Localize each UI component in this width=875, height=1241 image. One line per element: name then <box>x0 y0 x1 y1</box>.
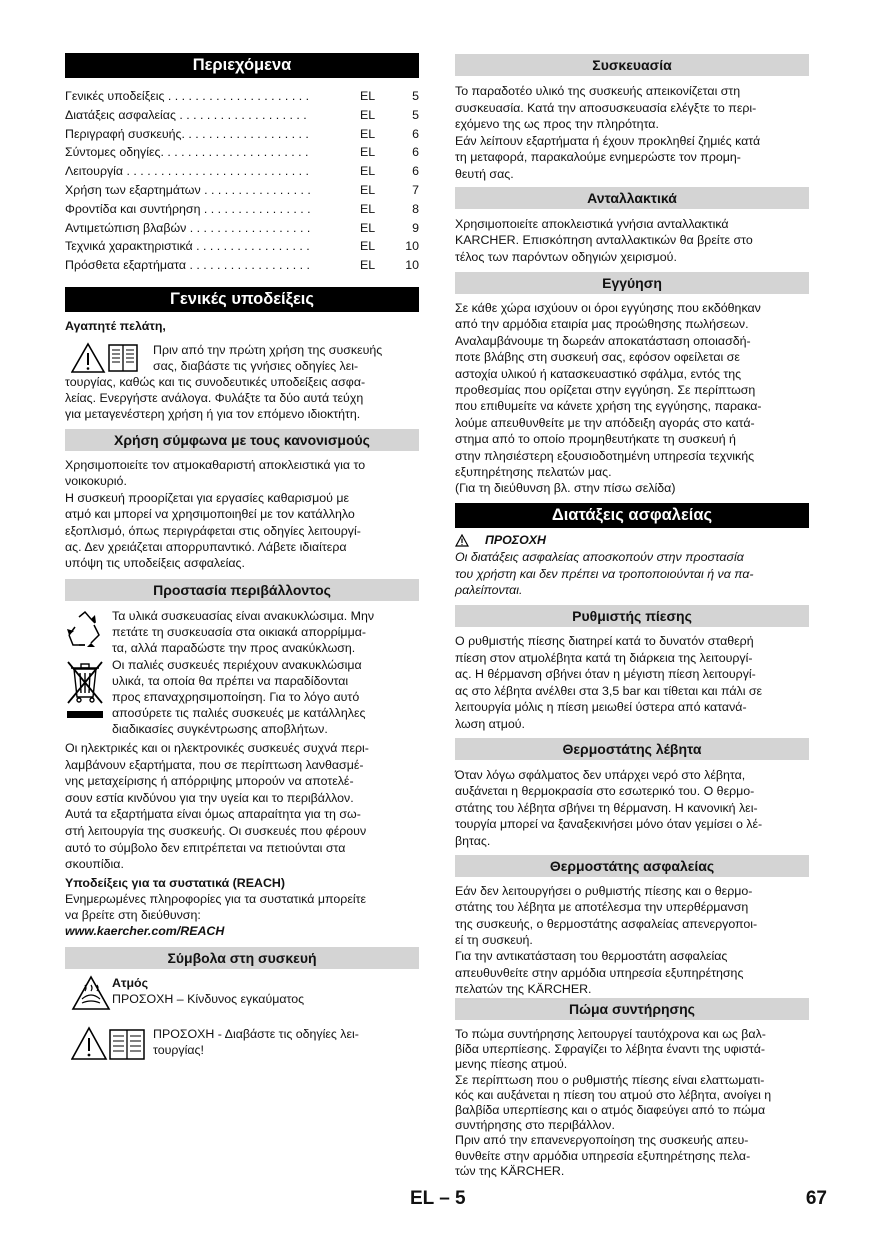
pressure-regulator-heading: Ρυθμιστής πίεσης <box>455 605 809 627</box>
env3-line: στή λειτουργία της συσκευής. Οι συσκευές που φέρουν <box>65 824 367 838</box>
toc-row[interactable] <box>65 200 419 219</box>
dear-customer: Αγαπητέ πελάτη, <box>65 319 166 333</box>
toc-title: Διατάξεις ασφαλείας . . . . . . . . . . . . . . . . . . . <box>65 107 307 122</box>
env3-line: σκουπίδια. <box>65 857 124 872</box>
warranty-line: στημα από το οποίο προμηθευτήκατε τη συσκευή ή <box>455 432 736 447</box>
safety-thermo-line: απευθυνθείτε στην αρμόδια υπηρεσία εξυπηρέτησης <box>455 965 744 980</box>
steam-warning: ΠΡΟΣΟΧΗ – Κίνδυνος εγκαύματος <box>112 992 305 1006</box>
reach-link[interactable]: www.kaercher.com/REACH <box>65 924 225 938</box>
toc-title: Αντιμετώπιση βλαβών . . . . . . . . . . . . . . . . . . <box>65 220 311 235</box>
intro-line-5: για μεταγενέστερη χρήση ή για τον επόμενο ιδιοκτήτη. <box>65 407 361 421</box>
crossed-bin-icon <box>65 659 105 721</box>
general-notes-heading: Γενικές υποδείξεις <box>65 287 419 312</box>
contents-heading: Περιεχόμενα <box>65 53 419 78</box>
env3-line: νης μεταχείρισης ή απόρριψης μπορούν να αποτελέ- <box>65 774 354 789</box>
toc-page: 6 <box>412 164 419 179</box>
cap-line: Πριν από την επανενεργοποίηση της συσκευής απευ- <box>455 1133 749 1148</box>
toc-lang: EL <box>360 201 376 216</box>
caution-line: Οι διατάξεις ασφαλείας αποσκοπούν στην προστασία <box>455 550 744 564</box>
pressure-line: πίεση στον ατμολέβητα κατά τη διάρκεια της λειτουργί- <box>455 650 753 665</box>
page-number: 67 <box>805 1188 827 1209</box>
spare-parts-heading: Ανταλλακτικά <box>455 187 809 209</box>
toc-title: Τεχνικά χαρακτηριστικά . . . . . . . . . . . . . . . . . <box>65 239 310 254</box>
safety-thermo-line: Για την αντικατάσταση του θερμοστάτη ασφαλείας <box>455 949 728 964</box>
reach-line-2: να βρείτε στη διεύθυνση: <box>65 908 201 922</box>
intended-line: Η συσκευή προορίζεται για εργασίες καθαρισμού με <box>65 490 349 505</box>
device-symbols-heading: Σύμβολα στη συσκευή <box>65 947 419 969</box>
caution-label: ΠΡΟΣΟΧΗ <box>485 533 546 547</box>
reach-line-1: Ενημερωμένες πληροφορίες για τα συστατικά μπορείτε <box>65 892 367 906</box>
toc-lang: EL <box>360 145 376 160</box>
toc-lang: EL <box>360 258 376 273</box>
safety-thermo-line: εί τη συσκευή. <box>455 932 533 947</box>
env2-line-3: προς επαναχρησιμοποίηση. Για το λόγο αυτό <box>112 690 360 704</box>
toc-row[interactable] <box>65 237 419 256</box>
cap-line: βαλβίδα υπερπίεσης και ο ατμός διαφεύγει από το πώμα <box>455 1103 766 1117</box>
maintenance-cap-heading: Πώμα συντήρησης <box>455 998 809 1020</box>
intended-line: νοικοκυριό. <box>65 474 127 489</box>
toc-title: Γενικές υποδείξεις . . . . . . . . . . . . . . . . . . . . . <box>65 89 310 103</box>
toc-lang: EL <box>360 107 376 122</box>
safety-thermo-line: της συσκευής, ο θερμοστάτης ασφαλείας απενεργοποι- <box>455 916 758 931</box>
toc-title: Χρήση των εξαρτημάτων . . . . . . . . . . . . . . . . <box>65 183 311 197</box>
safety-thermo-line: πελατών της KÄRCHER. <box>455 981 592 996</box>
toc-page: 10 <box>405 239 419 254</box>
toc-row[interactable] <box>65 143 419 162</box>
toc-title: Λειτουργία . . . . . . . . . . . . . . . . . . . . . . . . . . . <box>65 164 309 179</box>
cap-line: συντήρησης στο περιβάλλον. <box>455 1118 615 1133</box>
intro-line-2: σας, διαβάστε τις γνήσιες οδηγίες λει- <box>153 359 359 373</box>
pressure-line: λειτουργία μόλις η πίεση μειωθεί ύστερα από κατανά- <box>455 700 747 714</box>
read-manual-warning-icon <box>71 1025 151 1063</box>
toc-title: Περιγραφή συσκευής. . . . . . . . . . . . . . . . . . . <box>65 126 309 141</box>
boiler-line: βητας. <box>455 833 491 848</box>
env3-line: σουν εστία κινδύνου για την υγεία και το περιβάλλον. <box>65 790 354 805</box>
steam-label: Ατμός <box>112 976 149 990</box>
env2-line-2: υλικά, τα οποία θα πρέπει να παραδίδονται <box>112 674 349 688</box>
cap-line: τών της KÄRCHER. <box>455 1163 565 1178</box>
boiler-thermostat-heading: Θερμοστάτης λέβητα <box>455 738 809 760</box>
read-warning-line-2: τουργίας! <box>153 1043 204 1057</box>
warranty-line: από την αρμόδια εταιρία μας προώθησης πωλήσεων. <box>455 317 749 332</box>
environment-heading: Προστασία περιβάλλοντος <box>65 579 419 601</box>
packaging-line: εχόμενο της ως προς την πληρότητα. <box>455 117 659 131</box>
cap-line: θυνθείτε στην αρμόδια υπηρεσία εξυπηρέτησης πελα- <box>455 1148 751 1163</box>
warning-read-manual-icon <box>71 341 161 375</box>
toc-lang: EL <box>360 220 376 235</box>
packaging-line: συσκευασία. Κατά την αποσυσκευασία ελέγξτε το περι- <box>455 100 757 115</box>
intended-line: Χρησιμοποιείτε τον ατμοκαθαριστή αποκλειστικά για το <box>65 458 366 472</box>
caution-triangle-icon <box>455 534 469 547</box>
intended-line: υπόψη τις υποδείξεις ασφαλείας. <box>65 556 245 571</box>
toc-page: 6 <box>412 145 419 160</box>
toc-lang: EL <box>360 164 376 179</box>
packaging-line: θευτή σας. <box>455 166 514 181</box>
intended-use-heading: Χρήση σύμφωνα με τους κανονισμούς <box>65 429 419 451</box>
pressure-line: ας. Η θέρμανση σβήνει όταν η μέγιστη πίεση λειτουργί- <box>455 667 756 681</box>
toc-page: 5 <box>412 107 419 122</box>
pressure-line: Ο ρυθμιστής πίεσης διατηρεί κατά το δυνατόν σταθερή <box>455 634 754 648</box>
packaging-line: Το παραδοτέο υλικό της συσκευής απεικονίζεται στη <box>455 84 741 98</box>
warranty-line: Αναλαμβάνουμε τη δωρεάν αποκατάσταση οποιασδή- <box>455 333 751 348</box>
warranty-line: (Για τη διεύθυνση βλ. στην πίσω σελίδα) <box>455 481 676 496</box>
warranty-line: προθεσμίας που ορίζεται στην εγγύηση. Σε περίπτωση <box>455 383 756 397</box>
warranty-line: ποτε βλάβης στη συσκευή σας, εφόσον οφείλεται σε <box>455 350 740 365</box>
toc-page: 8 <box>412 201 419 216</box>
warranty-line: εξυπηρέτησης πελατών μας. <box>455 465 612 479</box>
caution-line: ραλείπονται. <box>455 583 523 597</box>
intended-line: ας. Δεν χρειάζεται απορρυπαντικό. Λάβετε ιδιαίτερα <box>65 540 347 554</box>
env3-line: λαμβάνουν εξαρτήματα, που σε περίπτωση λανθασμέ- <box>65 757 364 772</box>
warranty-line: Σε κάθε χώρα ισχύουν οι όροι εγγύησης που εκδόθηκαν <box>455 301 761 315</box>
cap-line: Το πώμα συντήρησης λειτουργεί ταυτόχρονα και ως βαλ- <box>455 1027 766 1041</box>
toc-lang: EL <box>360 126 376 141</box>
recycling-icon <box>65 609 105 653</box>
safety-heading: Διατάξεις ασφαλείας <box>455 503 809 528</box>
read-warning-line-1: ΠΡΟΣΟΧΗ - Διαβάστε τις οδηγίες λει- <box>153 1027 359 1041</box>
packaging-line: τη μεταφορά, παρακαλούμε ενημερώστε τον προμη- <box>455 150 741 164</box>
warranty-line: λούμε απευθυνθείτε με την απόδειξη αγοράς στο κατά- <box>455 415 755 430</box>
toc-row[interactable] <box>65 219 419 238</box>
toc-row[interactable] <box>65 256 419 275</box>
toc-page: 5 <box>412 89 419 103</box>
spares-line: KARCHER. Επισκόπηση ανταλλακτικών θα βρείτε στο <box>455 233 753 248</box>
safety-thermo-line: Εάν δεν λειτουργήσει ο ρυθμιστής πίεσης και ο θερμο- <box>455 884 753 898</box>
warranty-line: στην πλησιέστερη εξουσιοδοτημένη υπηρεσία τεχνικής <box>455 448 755 463</box>
env3-line: αυτό το σύμβολο δεν επιτρέπεται να πετιούνται στα <box>65 840 346 855</box>
pressure-line: λωση ατμού. <box>455 716 525 731</box>
intended-line: ατμό και μπορεί να χρησιμοποιηθεί με τον κατάλληλο <box>65 507 355 522</box>
env2-line-5: διαδικασίες συγκέντρωσης αποβλήτων. <box>112 722 328 736</box>
cap-line: κός και αυξάνεται η πίεση του ατμού στο λέβητα, ανοίγει η <box>455 1087 772 1102</box>
cap-line: Σε περίπτωση που ο ρυθμιστής πίεσης είναι ελαττωματι- <box>455 1072 765 1087</box>
toc-page: 9 <box>412 220 419 235</box>
env-line-2: πετάτε τη συσκευασία στα οικιακά απορρίμμα- <box>112 625 367 639</box>
env2-line-1: Οι παλιές συσκευές περιέχουν ανακυκλώσιμα <box>112 658 362 672</box>
safety-thermo-line: στάτης του λέβητα με αποτέλεσμα την υπερθέρμανση <box>455 900 749 915</box>
toc-row[interactable] <box>65 162 419 181</box>
toc-page: 10 <box>405 258 419 273</box>
cap-line: μενης πίεσης ατμού. <box>455 1057 568 1072</box>
toc-title: Πρόσθετα εξαρτήματα . . . . . . . . . . . . . . . . . . <box>65 258 310 273</box>
hot-steam-warning-icon <box>71 975 111 1011</box>
intro-line-3: τουργίας, καθώς και τις συνοδευτικές υποδείξεις ασφα- <box>65 375 366 389</box>
toc-row[interactable] <box>65 87 419 106</box>
pressure-line: ας στο λέβητα ανέλθει στα 3,5 bar και τίθεται και πάλι σε <box>455 683 763 698</box>
boiler-line: Όταν λόγω σφάλματος δεν υπάρχει νερό στο λέβητα, <box>455 768 746 782</box>
caution-line: του χρήστη και δεν πρέπει να τροποποιούνται ή να πα- <box>455 566 754 581</box>
toc-lang: EL <box>360 183 376 197</box>
intro-line-4: λείας. Ενεργήστε ανάλογα. Φυλάξτε τα δύο αυτά τεύχη <box>65 391 364 405</box>
toc-title: Φροντίδα και συντήρηση . . . . . . . . . . . . . . . . <box>65 201 311 216</box>
intro-line-1: Πριν από την πρώτη χρήση της συσκευής <box>153 343 383 357</box>
spares-line: τέλος των παρόντων οδηγιών χειρισμού. <box>455 249 677 264</box>
intended-line: εξοπλισμό, όπως περιγράφεται στις οδηγίες λειτουργί- <box>65 523 361 538</box>
env-line-3: τα, αλλά παραδώστε την προς ανακύκλωση. <box>112 641 356 655</box>
toc-row[interactable] <box>65 106 419 125</box>
spares-line: Χρησιμοποιείτε αποκλειστικά γνήσια ανταλλακτικά <box>455 217 729 231</box>
env3-line: Οι ηλεκτρικές και οι ηλεκτρονικές συσκευές συχνά περι- <box>65 741 369 755</box>
page-label: EL – 5 <box>410 1188 466 1209</box>
env3-line: Αυτά τα εξαρτήματα είναι όμως απαραίτητα για τη σω- <box>65 807 361 822</box>
safety-thermostat-heading: Θερμοστάτης ασφαλείας <box>455 855 809 877</box>
toc-row[interactable] <box>65 181 419 200</box>
boiler-line: στάτης του λέβητα σβήνει τη θέρμανση. Η κανονική λει- <box>455 800 758 815</box>
boiler-line: τουργία μπορεί να ξαναξεκινήσει μόνο όταν γεμίσει ο λέ- <box>455 817 763 832</box>
warranty-heading: Εγγύηση <box>455 272 809 294</box>
warranty-line: που επιθυμείτε να κάνετε χρήση της εγγύησης, παρακα- <box>455 399 762 414</box>
env2-line-4: αποσύρετε τις παλιές συσκευές με κατάλληλες <box>112 706 366 720</box>
toc-page: 6 <box>412 126 419 141</box>
toc-page: 7 <box>412 183 419 197</box>
reach-heading: Υποδείξεις για τα συστατικά (REACH) <box>65 876 285 890</box>
cap-line: βίδα υπερπίεσης. Σφραγίζει το λέβητα έναντι της υφιστά- <box>455 1042 766 1057</box>
warranty-line: αστοχία υλικού ή κατασκευαστικό σφάλμα, εντός της <box>455 366 742 381</box>
boiler-line: αυξάνεται η θερμοκρασία στο εσωτερικό του. Ο θερμο- <box>455 784 755 799</box>
env-line-1: Τα υλικά συσκευασίας είναι ανακυκλώσιμα. Μην <box>112 609 375 623</box>
packaging-heading: Συσκευασία <box>455 54 809 76</box>
packaging-line: Εάν λείπουν εξαρτήματα ή έχουν προκληθεί ζημιές κατά <box>455 133 761 148</box>
toc-row[interactable] <box>65 125 419 144</box>
toc-lang: EL <box>360 239 376 254</box>
toc-title: Σύντομες οδηγίες. . . . . . . . . . . . . . . . . . . . . . <box>65 145 309 160</box>
toc-lang: EL <box>360 89 376 103</box>
